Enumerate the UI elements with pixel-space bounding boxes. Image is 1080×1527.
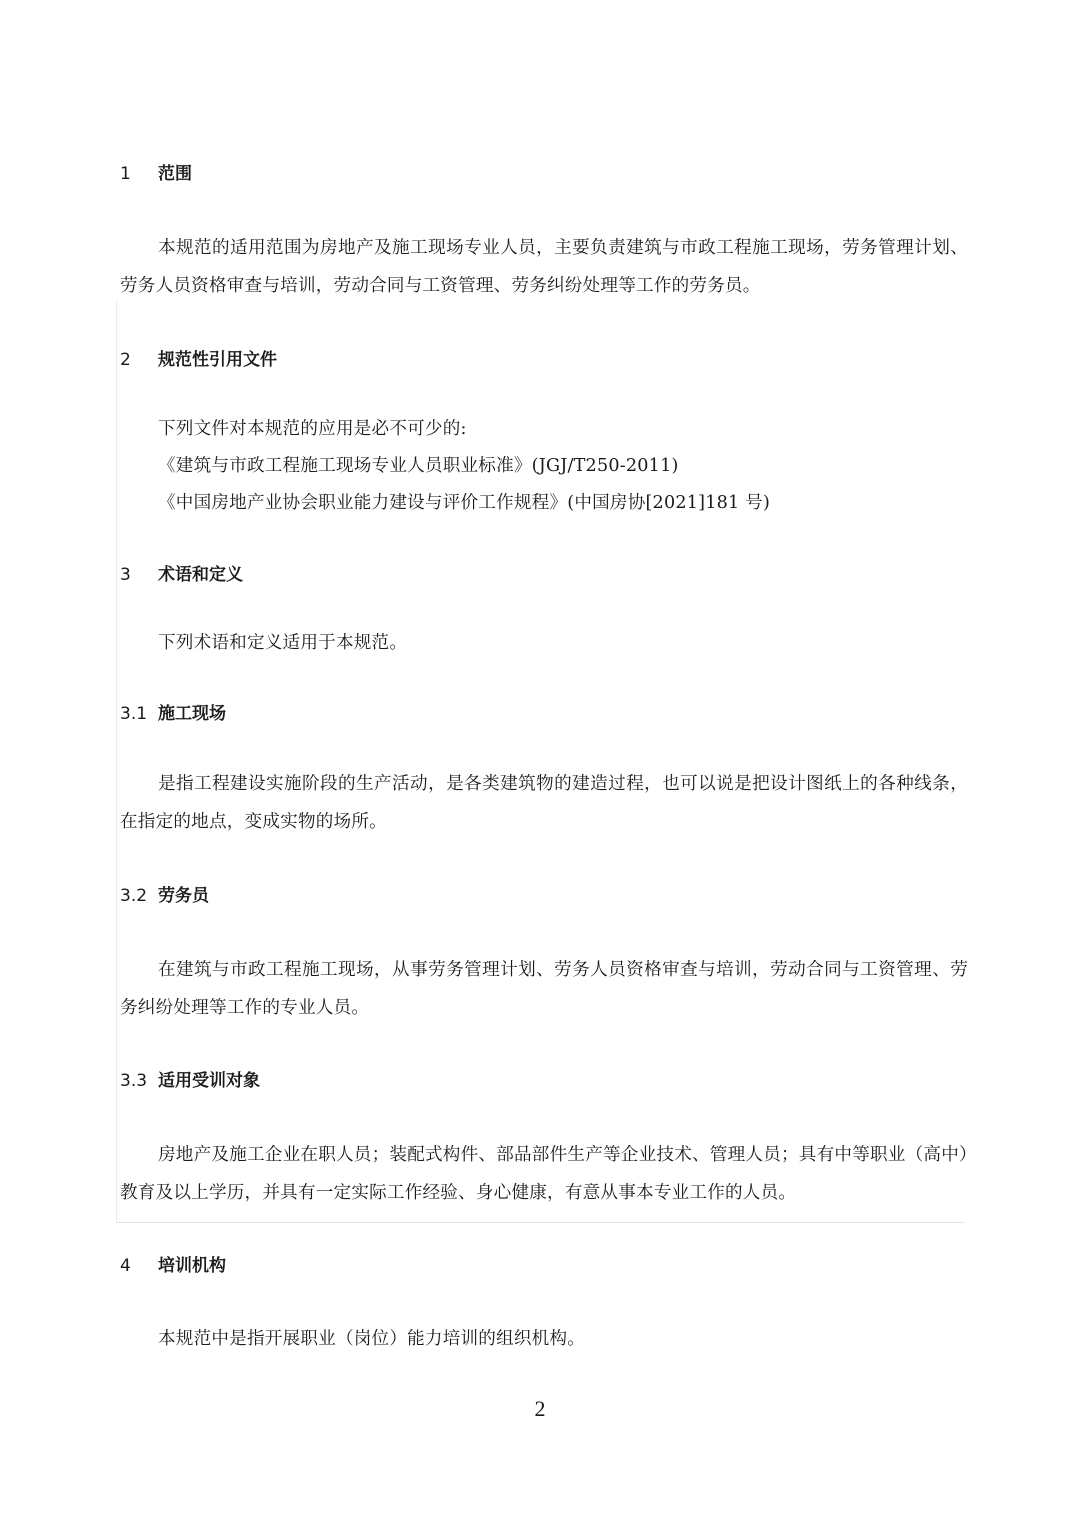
section-4-body: 本规范中是指开展职业（岗位）能力培训的组织机构。 bbox=[158, 1329, 586, 1349]
section-1-heading bbox=[120, 162, 192, 186]
section-title: 规范性引用文件 bbox=[158, 350, 277, 370]
section-title: 范围 bbox=[158, 164, 192, 184]
section-title: 劳务员 bbox=[158, 886, 209, 906]
section-number: 3.1 bbox=[120, 704, 148, 724]
section-number: 4 bbox=[120, 1256, 131, 1276]
section-number: 3.3 bbox=[120, 1071, 148, 1091]
section-3-1-body: 是指工程建设实施阶段的生产活动，是各类建筑物的建造过程，也可以说是把设计图纸上的各种线条，在指定的地点，变成实物的场所。 bbox=[120, 774, 968, 832]
section-3-heading bbox=[120, 563, 243, 587]
section-2-intro: 下列文件对本规范的应用是必不可少的: bbox=[158, 419, 467, 439]
section-3-2-body: 在建筑与市政工程施工现场，从事劳务管理计划、劳务人员资格审查与培训，劳动合同与工资管理、劳务纠纷处理等工作的专业人员。 bbox=[120, 960, 968, 1018]
section-number: 3.2 bbox=[120, 886, 148, 906]
section-title: 施工现场 bbox=[158, 704, 226, 724]
section-number: 2 bbox=[120, 350, 131, 370]
section-3-1-heading bbox=[120, 702, 226, 726]
section-number: 3 bbox=[120, 565, 131, 585]
section-number: 1 bbox=[120, 164, 131, 184]
section-4-heading bbox=[120, 1254, 226, 1278]
section-3-2-heading bbox=[120, 884, 209, 908]
section-1-body: 本规范的适用范围为房地产及施工现场专业人员，主要负责建筑与市政工程施工现场，劳务管理计划、劳务人员资格审查与培训，劳动合同与工资管理、劳务纠纷处理等工作的劳务员。 bbox=[120, 238, 968, 296]
section-2-heading bbox=[120, 348, 277, 372]
section-title: 培训机构 bbox=[158, 1256, 226, 1276]
section-3-3-heading bbox=[120, 1069, 260, 1093]
section-3-body: 下列术语和定义适用于本规范。 bbox=[158, 633, 408, 653]
section-title: 术语和定义 bbox=[158, 565, 243, 585]
page-number: 2 bbox=[534, 1396, 546, 1421]
section-3-3-body: 房地产及施工企业在职人员；装配式构件、部品部件生产等企业技术、管理人员；具有中等职业（高中）教育及以上学历，并具有一定实际工作经验、身心健康，有意从事本专业工作的人员。 bbox=[120, 1145, 968, 1203]
reference-1: 《建筑与市政工程施工现场专业人员职业标准》(JGJ/T250-2011) bbox=[158, 456, 679, 476]
reference-2: 《中国房地产业协会职业能力建设与评价工作规程》(中国房协[2021]181 号) bbox=[158, 493, 771, 513]
section-title: 适用受训对象 bbox=[158, 1071, 260, 1091]
